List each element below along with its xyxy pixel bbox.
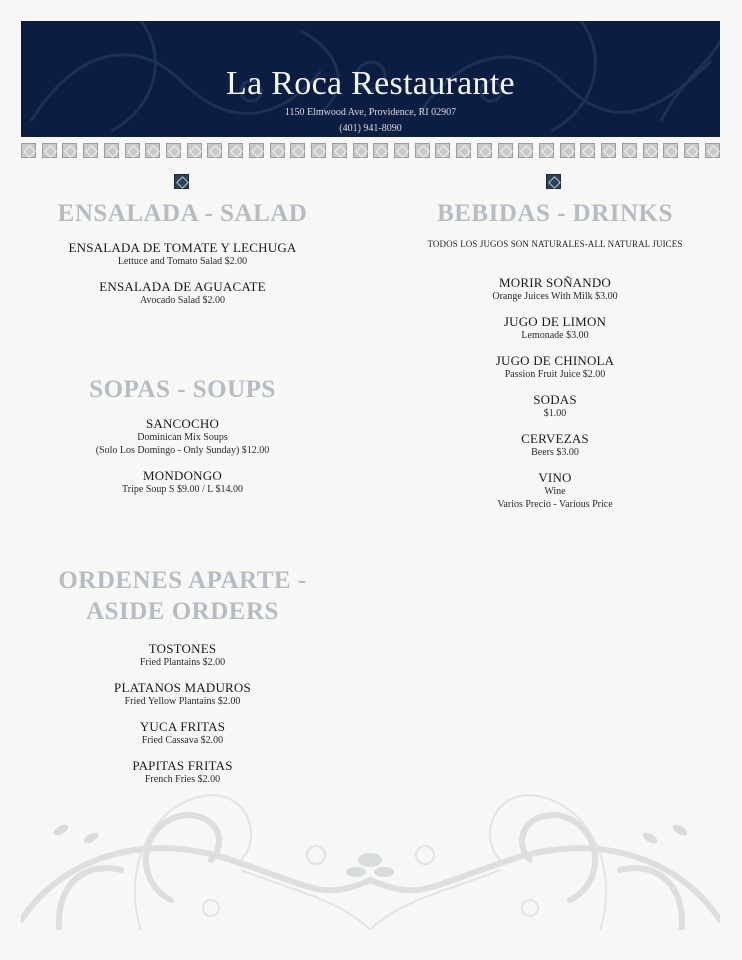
item-description: Varios Precio - Various Price [497, 499, 613, 510]
item-name: MORIR SOÑANDO [498, 275, 612, 290]
item-name: TOSTONES [148, 641, 217, 656]
menu-item [40, 279, 325, 307]
diamond-tile-icon [539, 143, 554, 158]
item-description: $1.00 [543, 408, 567, 419]
diamond-tile-icon [249, 143, 264, 158]
item-description: Passion Fruit Juice $2.00 [504, 369, 606, 380]
item-name: JUGO DE CHINOLA [495, 353, 615, 368]
diamond-tile-icon [353, 143, 368, 158]
menu-item [40, 719, 325, 747]
item-description: French Fries $2.00 [144, 774, 221, 785]
section-soups [40, 374, 325, 496]
restaurant-address: 1150 Elmwood Ave, Providence, RI 02907 [284, 107, 457, 118]
menu-item [40, 468, 325, 496]
section-title [40, 565, 325, 627]
diamond-tile-icon [373, 143, 388, 158]
diamond-tile-icon [62, 143, 77, 158]
header-banner [21, 21, 720, 137]
item-description: Tripe Soup S $9.00 / L $14.00 [122, 484, 243, 495]
item-description: Avocado Salad $2.00 [139, 295, 226, 306]
juice-note: TODOS LOS JUGOS SON NATURALES-ALL NATURAL JUICES [427, 239, 683, 249]
item-description: (Solo Los Domingo - Only Sunday) $12.00 [95, 445, 270, 456]
diamond-tile-icon [145, 143, 160, 158]
diamond-tile-icon [166, 143, 181, 158]
diamond-tile-icon [663, 143, 678, 158]
menu-item [40, 758, 325, 786]
menu-item [405, 314, 705, 342]
section-aside-orders [40, 565, 325, 786]
menu-item [405, 353, 705, 381]
item-name: ENSALADA DE TOMATE Y LECHUGA [68, 240, 297, 255]
diamond-tile-icon [415, 143, 430, 158]
diamond-tile-icon [394, 143, 409, 158]
item-name: PLATANOS MADUROS [114, 680, 251, 695]
diamond-tile-icon [518, 143, 533, 158]
menu-item [405, 275, 705, 303]
menu-item [405, 392, 705, 420]
diamond-tile-icon [104, 143, 119, 158]
section-drinks [405, 198, 705, 511]
diamond-tile-icon [560, 143, 575, 158]
diamond-tile-icon [228, 143, 243, 158]
diamond-tile-icon [622, 143, 637, 158]
diamond-tile-icon [270, 143, 285, 158]
diamond-tile-icon [332, 143, 347, 158]
item-description: Orange Juices With Milk $3.00 [492, 291, 618, 302]
diamond-tile-icon [174, 174, 189, 189]
diamond-tile-icon [187, 143, 202, 158]
item-description: Dominican Mix Soups [137, 432, 228, 443]
menu-item [40, 240, 325, 268]
diamond-tile-icon [643, 143, 658, 158]
diamond-tile-icon [456, 143, 471, 158]
item-name: CERVEZAS [521, 431, 589, 446]
diamond-tile-icon [705, 143, 720, 158]
item-description: Fried Cassava $2.00 [141, 735, 224, 746]
section-title-line2: ASIDE ORDERS [86, 598, 279, 625]
menu-item [40, 416, 325, 457]
swirl-ornament-icon [21, 790, 720, 930]
menu-item [40, 680, 325, 708]
diamond-tile-icon [435, 143, 450, 158]
diamond-tile-icon [601, 143, 616, 158]
diamond-tile-icon [290, 143, 305, 158]
diamond-tile-icon [477, 143, 492, 158]
diamond-tile-icon [83, 143, 98, 158]
item-name: SANCOCHO [145, 416, 220, 431]
item-description: Lemonade $3.00 [521, 330, 589, 341]
section-salad [40, 198, 325, 307]
diamond-tile-icon [498, 143, 513, 158]
restaurant-name: La Roca Restaurante [226, 65, 515, 102]
decorative-tile-border [21, 143, 720, 159]
diamond-tile-icon [207, 143, 222, 158]
item-description: Beers $3.00 [531, 447, 579, 458]
menu-item [405, 431, 705, 459]
diamond-tile-icon [42, 143, 57, 158]
item-description: Wine [544, 486, 566, 497]
item-name: SODAS [533, 392, 577, 407]
section-title: ENSALADA - SALAD [57, 200, 308, 227]
section-title: BEBIDAS - DRINKS [437, 200, 673, 227]
item-name: ENSALADA DE AGUACATE [99, 279, 266, 294]
item-name: VINO [538, 470, 572, 485]
item-name: PAPITAS FRITAS [132, 758, 233, 773]
diamond-tile-icon [21, 143, 36, 158]
menu-item [405, 470, 705, 511]
item-description: Lettuce and Tomato Salad $2.00 [117, 256, 248, 267]
item-description: Fried Plantains $2.00 [139, 657, 226, 668]
section-title: SOPAS - SOUPS [89, 376, 276, 403]
item-description: Fried Yellow Plantains $2.00 [124, 696, 241, 707]
item-name: JUGO DE LIMON [503, 314, 607, 329]
diamond-tile-icon [546, 174, 561, 189]
item-name: MONDONGO [143, 468, 222, 483]
item-name: YUCA FRITAS [139, 719, 226, 734]
diamond-tile-icon [125, 143, 140, 158]
diamond-tile-icon [580, 143, 595, 158]
diamond-tile-icon [684, 143, 699, 158]
section-title-line1: ORDENES APARTE - [58, 567, 307, 594]
diamond-tile-icon [311, 143, 326, 158]
restaurant-phone: (401) 941-8090 [339, 123, 402, 134]
menu-item [40, 641, 325, 669]
